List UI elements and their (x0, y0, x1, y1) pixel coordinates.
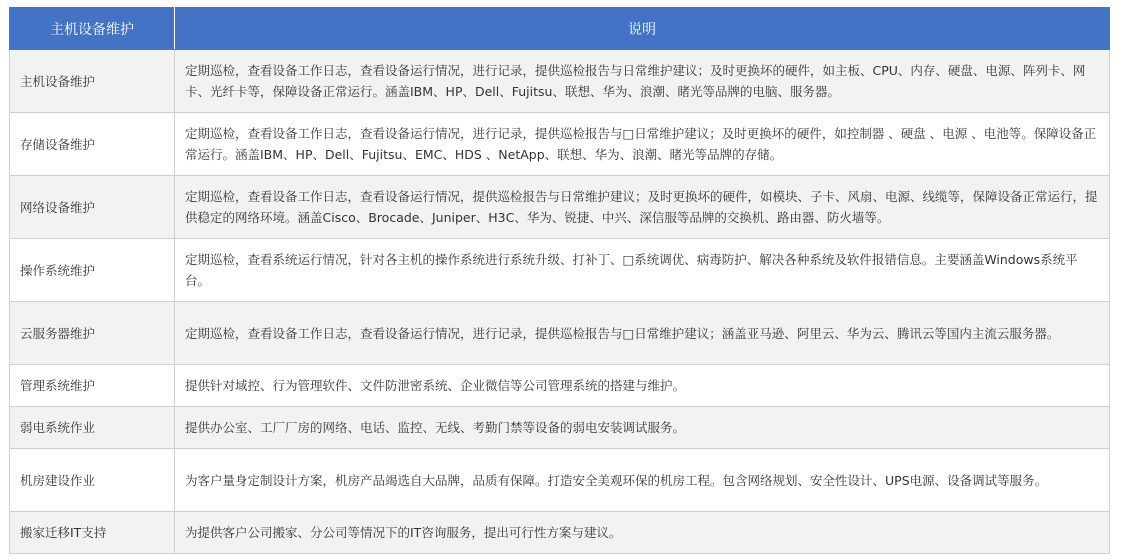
row-category: 操作系统维护 (10, 239, 175, 302)
table-row (10, 50, 1110, 113)
row-category: 云服务器维护 (10, 302, 175, 365)
header-description: 说明 (175, 8, 1110, 50)
row-category: 机房建设作业 (10, 449, 175, 512)
service-table-container (9, 7, 1109, 554)
row-description: 定期巡检，查看系统运行情况，针对各主机的操作系统进行系统升级、打补丁、□系统调优、病毒防护、解决各种系统及软件报错信息。主要涵盖Windows系统平台。 (175, 239, 1110, 302)
table-row (10, 176, 1110, 239)
row-category: 存储设备维护 (10, 113, 175, 176)
row-category: 管理系统维护 (10, 365, 175, 407)
table-row (10, 239, 1110, 302)
table-row (10, 512, 1110, 554)
row-description: 定期巡检，查看设备工作日志，查看设备运行情况，进行记录，提供巡检报告与□日常维护建议；涵盖亚马逊、阿里云、华为云、腾讯云等国内主流云服务器。 (175, 302, 1110, 365)
table-row (10, 449, 1110, 512)
table-row (10, 365, 1110, 407)
header-category: 主机设备维护 (10, 8, 175, 50)
row-category: 主机设备维护 (10, 50, 175, 113)
table-row (10, 302, 1110, 365)
row-description: 提供办公室、工厂厂房的网络、电话、监控、无线、考勤门禁等设备的弱电安装调试服务。 (175, 407, 1110, 449)
row-description: 定期巡检，查看设备工作日志，查看设备运行情况，进行记录，提供巡检报告与□日常维护建议；及时更换坏的硬件，如控制器 、硬盘 、电源 、电池等。保障设备正常运行。涵盖IBM、HP、Dell、Fujitsu、EMC、HDS 、NetApp、联想、华为、浪潮、睹光等品牌的存储。 (175, 113, 1110, 176)
table-row (10, 407, 1110, 449)
row-category: 搬家迁移IT支持 (10, 512, 175, 554)
row-category: 网络设备维护 (10, 176, 175, 239)
table-header-row (10, 8, 1110, 50)
row-description: 提供针对域控、行为管理软件、文件防泄密系统、企业微信等公司管理系统的搭建与维护。 (175, 365, 1110, 407)
row-description: 为客户量身定制设计方案，机房产品竭选自大品牌，品质有保障。打造安全美观环保的机房工程。包含网络规划、安全性设计、UPS电源、设备调试等服务。 (175, 449, 1110, 512)
row-description: 定期巡检，查看设备工作日志，查看设备运行情况，提供巡检报告与日常维护建议；及时更换坏的硬件，如模块、子卡、风扇、电源、线缆等，保障设备正常运行，提供稳定的网络环境。涵盖Cisco、Brocade、Juniper、H3C、华为、锐捷、中兴、深信服等品牌的交换机、路由器、防火墙等。 (175, 176, 1110, 239)
row-category: 弱电系统作业 (10, 407, 175, 449)
service-table (9, 7, 1110, 554)
row-description: 为提供客户公司搬家、分公司等情况下的IT咨询服务，提出可行性方案与建议。 (175, 512, 1110, 554)
table-row (10, 113, 1110, 176)
row-description: 定期巡检，查看设备工作日志，查看设备运行情况，进行记录，提供巡检报告与日常维护建议；及时更换坏的硬件，如主板、CPU、内存、硬盘、电源、阵列卡、网卡、光纤卡等，保障设备正常运行。涵盖IBM、HP、Dell、Fujitsu、联想、华为、浪潮、睹光等品牌的电脑、服务器。 (175, 50, 1110, 113)
